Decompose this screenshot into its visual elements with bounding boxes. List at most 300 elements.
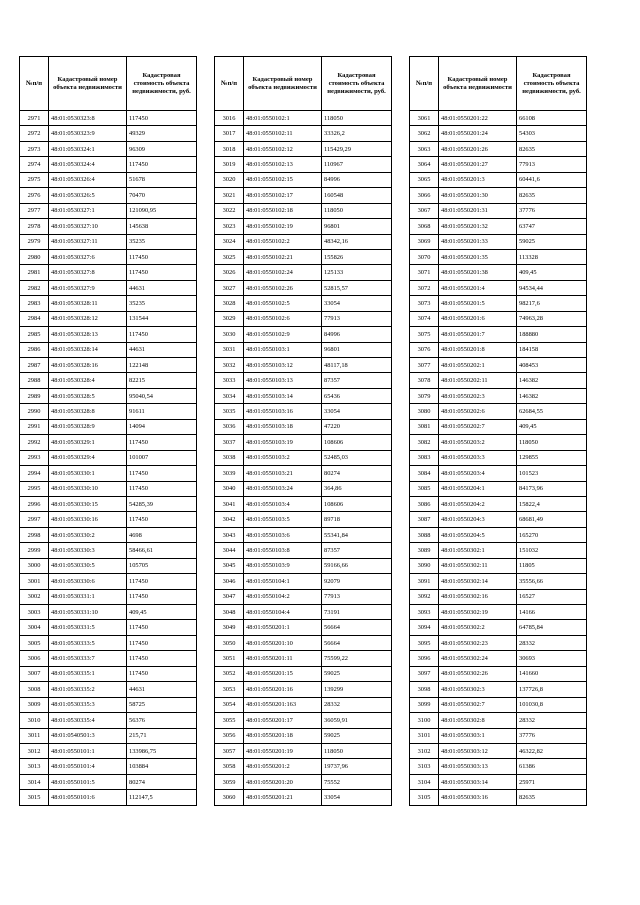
cadastral-number: 48:01:0550202:7 (439, 419, 517, 434)
cadastral-value: 54303 (517, 126, 587, 141)
cadastral-number: 48:01:0550102:5 (244, 296, 322, 311)
row-number: 3041 (215, 496, 244, 511)
table-row (410, 203, 587, 218)
cadastral-number: 48:01:0550103:19 (244, 435, 322, 450)
table-row (410, 651, 587, 666)
table-row (20, 296, 197, 311)
table-row (215, 558, 392, 573)
cadastral-number: 48:01:0550303:13 (439, 759, 517, 774)
row-number: 2976 (20, 188, 49, 203)
cadastral-value: 59025 (322, 666, 392, 681)
cadastral-number: 48:01:0530324:4 (49, 157, 127, 172)
cadastral-number: 48:01:0550102:26 (244, 280, 322, 295)
cadastral-value: 44631 (127, 342, 197, 357)
cadastral-value: 61386 (517, 759, 587, 774)
cadastral-number: 48:01:0530330:10 (49, 481, 127, 496)
row-number: 3055 (215, 713, 244, 728)
cadastral-value: 54285,39 (127, 496, 197, 511)
cadastral-number: 48:01:0550101:1 (49, 743, 127, 758)
row-number: 3092 (410, 589, 439, 604)
table-row (215, 358, 392, 373)
cadastral-value: 118050 (322, 203, 392, 218)
cadastral-number: 48:01:0550103:2 (244, 450, 322, 465)
row-number: 3094 (410, 620, 439, 635)
cadastral-number: 48:01:0550103:14 (244, 388, 322, 403)
cadastral-value: 82635 (517, 790, 587, 805)
cadastral-value: 77913 (517, 157, 587, 172)
cadastral-number: 48:01:0550102:15 (244, 172, 322, 187)
table-row (215, 743, 392, 758)
table-row (20, 728, 197, 743)
table-row (20, 496, 197, 511)
cadastral-number: 48:01:0550202:1 (439, 358, 517, 373)
cadastral-number: 48:01:0530333:5 (49, 635, 127, 650)
row-number: 3006 (20, 651, 49, 666)
table-row (215, 172, 392, 187)
cadastral-number: 48:01:0530328:11 (49, 296, 127, 311)
table-row (20, 713, 197, 728)
cadastral-number: 48:01:0530330:16 (49, 512, 127, 527)
cadastral-value: 101007 (127, 450, 197, 465)
table-row (410, 558, 587, 573)
row-number: 3090 (410, 558, 439, 573)
row-number: 3103 (410, 759, 439, 774)
table-row (410, 605, 587, 620)
row-number: 3000 (20, 558, 49, 573)
table-row (20, 589, 197, 604)
row-number: 3073 (410, 296, 439, 311)
cadastral-number: 48:01:0550302:7 (439, 697, 517, 712)
cadastral-number: 48:01:0550201:4 (439, 280, 517, 295)
cadastral-number: 48:01:0550201:1 (244, 620, 322, 635)
table-row (215, 327, 392, 342)
cadastral-number: 48:01:0530331:1 (49, 589, 127, 604)
cadastral-value: 64785,84 (517, 620, 587, 635)
cadastral-number: 48:01:0550201:31 (439, 203, 517, 218)
row-number: 3029 (215, 311, 244, 326)
cadastral-number: 48:01:0550103:4 (244, 496, 322, 511)
cadastral-value: 117450 (127, 620, 197, 635)
table-row (20, 203, 197, 218)
cadastral-number: 48:01:0550102:13 (244, 157, 322, 172)
cadastral-value: 110967 (322, 157, 392, 172)
cadastral-value: 137726,8 (517, 682, 587, 697)
cadastral-value: 35235 (127, 234, 197, 249)
cadastral-number: 48:01:0550201:17 (244, 713, 322, 728)
register-table-1 (19, 56, 197, 806)
row-number: 2997 (20, 512, 49, 527)
cadastral-number: 48:01:0550203:4 (439, 466, 517, 481)
table-row (215, 188, 392, 203)
table-row (20, 651, 197, 666)
cadastral-number: 48:01:0550201:33 (439, 234, 517, 249)
row-number: 3031 (215, 342, 244, 357)
cadastral-number: 48:01:0550302:16 (439, 589, 517, 604)
cadastral-value: 94534,44 (517, 280, 587, 295)
row-number: 3079 (410, 388, 439, 403)
row-number: 3024 (215, 234, 244, 249)
cadastral-value: 89718 (322, 512, 392, 527)
row-number: 3028 (215, 296, 244, 311)
cadastral-number: 48:01:0550102:9 (244, 327, 322, 342)
table-row (20, 697, 197, 712)
cadastral-number: 48:01:0530330:5 (49, 558, 127, 573)
row-number: 3082 (410, 435, 439, 450)
row-number: 3011 (20, 728, 49, 743)
table-row (215, 126, 392, 141)
table-row (20, 666, 197, 681)
cadastral-value: 155826 (322, 249, 392, 264)
cadastral-value: 74963,28 (517, 311, 587, 326)
table-row (20, 404, 197, 419)
table-row (20, 157, 197, 172)
row-number: 3013 (20, 759, 49, 774)
cadastral-value: 59166,66 (322, 558, 392, 573)
row-number: 3102 (410, 743, 439, 758)
cadastral-value: 117450 (127, 111, 197, 126)
cadastral-number: 48:01:0550102:17 (244, 188, 322, 203)
num-header: №п/п (20, 57, 49, 111)
table-row (20, 311, 197, 326)
cadastral-number: 48:01:0550203:2 (439, 435, 517, 450)
cadastral-value: 65436 (322, 388, 392, 403)
cadastral-number: 48:01:0550201:8 (439, 342, 517, 357)
table-row (20, 790, 197, 805)
cadastral-number: 48:01:0550103:24 (244, 481, 322, 496)
cadastral-number: 48:01:0550302:1 (439, 543, 517, 558)
cadastral-value: 117450 (127, 327, 197, 342)
row-number: 3026 (215, 265, 244, 280)
cadastral-number: 48:01:0530323:8 (49, 111, 127, 126)
row-number: 3065 (410, 172, 439, 187)
table-row (410, 743, 587, 758)
cadastral-value: 49329 (127, 126, 197, 141)
cadastral-value: 129855 (517, 450, 587, 465)
table-row (215, 527, 392, 542)
cadastral-number: 48:01:0550303:16 (439, 790, 517, 805)
row-number: 3081 (410, 419, 439, 434)
cadastral-number: 48:01:0550201:11 (244, 651, 322, 666)
table-row (410, 404, 587, 419)
cadastral-value: 409,45 (127, 605, 197, 620)
table-row (215, 635, 392, 650)
cadastral-value: 77913 (322, 311, 392, 326)
cadastral-value: 108606 (322, 435, 392, 450)
table-row (20, 373, 197, 388)
cadastral-number: 48:01:0530330:6 (49, 574, 127, 589)
cadastral-value: 14094 (127, 419, 197, 434)
cadastral-number: 48:01:0550201:21 (244, 790, 322, 805)
row-number: 3074 (410, 311, 439, 326)
row-number: 2972 (20, 126, 49, 141)
cadastral-number: 48:01:0550101:6 (49, 790, 127, 805)
cadastral-number: 48:01:0550202:3 (439, 388, 517, 403)
table-row (410, 296, 587, 311)
cadastral-number: 48:01:0530331:5 (49, 620, 127, 635)
cadastral-value: 82635 (517, 141, 587, 156)
row-number: 3051 (215, 651, 244, 666)
cadastral-value: 184158 (517, 342, 587, 357)
cadastral-value: 75599,22 (322, 651, 392, 666)
cadastral-value: 118050 (322, 111, 392, 126)
table-row (215, 373, 392, 388)
cadastral-value: 101523 (517, 466, 587, 481)
row-number: 3034 (215, 388, 244, 403)
row-number: 2983 (20, 296, 49, 311)
cadastral-number: 48:01:0550201:5 (439, 296, 517, 311)
row-number: 3003 (20, 605, 49, 620)
row-number: 2971 (20, 111, 49, 126)
cadastral-value: 151032 (517, 543, 587, 558)
table-row (410, 358, 587, 373)
cadastral-value: 139299 (322, 682, 392, 697)
row-number: 3105 (410, 790, 439, 805)
row-number: 3039 (215, 466, 244, 481)
cadastral-number: 48:01:0530327:9 (49, 280, 127, 295)
table-row (215, 574, 392, 589)
cadastral-value: 82215 (127, 373, 197, 388)
table-row (215, 280, 392, 295)
cadastral-value: 87357 (322, 543, 392, 558)
cadastral-number: 48:01:0550103:9 (244, 558, 322, 573)
cadastral-value: 19737,96 (322, 759, 392, 774)
cadastral-number: 48:01:0550203:3 (439, 450, 517, 465)
cadastral-value: 113328 (517, 249, 587, 264)
table-row (410, 311, 587, 326)
cadastral-value: 44631 (127, 682, 197, 697)
row-number: 3093 (410, 605, 439, 620)
cadastral-value: 133986,75 (127, 743, 197, 758)
cadastral-number: 48:01:0530328:9 (49, 419, 127, 434)
row-number: 3043 (215, 527, 244, 542)
row-number: 2989 (20, 388, 49, 403)
cadastral-value: 118050 (517, 435, 587, 450)
cadastral-value: 121090,95 (127, 203, 197, 218)
row-number: 3008 (20, 682, 49, 697)
table-row (20, 620, 197, 635)
cadastral-value: 101030,8 (517, 697, 587, 712)
cadastral-number: 48:01:0550201:15 (244, 666, 322, 681)
header-row (20, 57, 197, 111)
cadastral-value: 36059,91 (322, 713, 392, 728)
cadastral-value: 117450 (127, 265, 197, 280)
row-number: 3020 (215, 172, 244, 187)
cadastral-value-header: Кадастровая стоимость объекта недвижимости, руб. (322, 57, 392, 111)
cadastral-value: 160548 (322, 188, 392, 203)
cadastral-value: 28332 (517, 635, 587, 650)
cadastral-value: 47220 (322, 419, 392, 434)
table-row (410, 543, 587, 558)
cadastral-value: 62684,55 (517, 404, 587, 419)
table-row (20, 172, 197, 187)
row-number: 3047 (215, 589, 244, 604)
cadastral-value: 103884 (127, 759, 197, 774)
table-row (20, 574, 197, 589)
cadastral-number: 48:01:0550103:8 (244, 543, 322, 558)
table-row (410, 620, 587, 635)
cadastral-number: 48:01:0550104:4 (244, 605, 322, 620)
cadastral-number: 48:01:0550201:2 (244, 759, 322, 774)
row-number: 3064 (410, 157, 439, 172)
table-row (215, 419, 392, 434)
table-row (410, 450, 587, 465)
cadastral-value: 56376 (127, 713, 197, 728)
cadastral-value: 75552 (322, 774, 392, 789)
cadastral-number: 48:01:0550201:19 (244, 743, 322, 758)
row-number: 3025 (215, 249, 244, 264)
row-number: 3044 (215, 543, 244, 558)
cadastral-number: 48:01:0530328:12 (49, 311, 127, 326)
cadastral-value: 87357 (322, 373, 392, 388)
cadastral-value: 11805 (517, 558, 587, 573)
cadastral-number: 48:01:0550303:1 (439, 728, 517, 743)
row-number: 3050 (215, 635, 244, 650)
row-number: 2986 (20, 342, 49, 357)
table-row (215, 543, 392, 558)
cadastral-number: 48:01:0550104:1 (244, 574, 322, 589)
row-number: 2998 (20, 527, 49, 542)
row-number: 3062 (410, 126, 439, 141)
row-number: 3052 (215, 666, 244, 681)
cadastral-number: 48:01:0550202:6 (439, 404, 517, 419)
row-number: 3021 (215, 188, 244, 203)
table-row (215, 203, 392, 218)
cadastral-value: 59025 (517, 234, 587, 249)
table-row (410, 327, 587, 342)
table-row (215, 435, 392, 450)
cadastral-number: 48:01:0530335:1 (49, 666, 127, 681)
table-row (20, 558, 197, 573)
cadastral-value: 28332 (517, 713, 587, 728)
cadastral-number: 48:01:0550204:3 (439, 512, 517, 527)
table-row (20, 327, 197, 342)
cadastral-number: 48:01:0550101:4 (49, 759, 127, 774)
cadastral-number: 48:01:0550102:6 (244, 311, 322, 326)
table-row (20, 126, 197, 141)
cadastral-number: 48:01:0550302:2 (439, 620, 517, 635)
table-row (20, 249, 197, 264)
cadastral-value: 364,86 (322, 481, 392, 496)
row-number: 3078 (410, 373, 439, 388)
cadastral-value: 117450 (127, 435, 197, 450)
cadastral-value: 117450 (127, 574, 197, 589)
cadastral-number: 48:01:0550303:14 (439, 774, 517, 789)
cadastral-value: 52485,03 (322, 450, 392, 465)
cadastral-number-header: Кадастровый номер объекта недвижимости (439, 57, 517, 111)
row-number: 3049 (215, 620, 244, 635)
row-number: 3042 (215, 512, 244, 527)
table-row (410, 280, 587, 295)
table-row (215, 249, 392, 264)
cadastral-number: 48:01:0550101:5 (49, 774, 127, 789)
table-row (410, 728, 587, 743)
cadastral-value: 63747 (517, 219, 587, 234)
cadastral-value: 117450 (127, 157, 197, 172)
cadastral-value: 56664 (322, 620, 392, 635)
cadastral-number: 48:01:0530335:2 (49, 682, 127, 697)
cadastral-value: 58725 (127, 697, 197, 712)
cadastral-number: 48:01:0530329:1 (49, 435, 127, 450)
row-number: 2991 (20, 419, 49, 434)
row-number: 2978 (20, 219, 49, 234)
cadastral-value: 44631 (127, 280, 197, 295)
cadastral-value-header: Кадастровая стоимость объекта недвижимости, руб. (517, 57, 587, 111)
cadastral-value: 33054 (322, 404, 392, 419)
cadastral-value: 165270 (517, 527, 587, 542)
row-number: 3045 (215, 558, 244, 573)
cadastral-number: 48:01:0550103:16 (244, 404, 322, 419)
table-row (20, 635, 197, 650)
row-number: 3037 (215, 435, 244, 450)
cadastral-value: 122148 (127, 358, 197, 373)
table-row (215, 111, 392, 126)
table-row (215, 666, 392, 681)
cadastral-number: 48:01:0530330:3 (49, 543, 127, 558)
cadastral-number: 48:01:0530328:4 (49, 373, 127, 388)
cadastral-value: 84996 (322, 327, 392, 342)
row-number: 3069 (410, 234, 439, 249)
cadastral-number: 48:01:0550302:14 (439, 574, 517, 589)
row-number: 3023 (215, 219, 244, 234)
cadastral-number: 48:01:0530323:9 (49, 126, 127, 141)
cadastral-value: 117450 (127, 481, 197, 496)
table-row (410, 342, 587, 357)
row-number: 3038 (215, 450, 244, 465)
table-row (215, 697, 392, 712)
table-row (410, 234, 587, 249)
cadastral-value: 96801 (322, 219, 392, 234)
cadastral-value: 409,45 (517, 265, 587, 280)
row-number: 3072 (410, 280, 439, 295)
table-row (215, 759, 392, 774)
cadastral-number: 48:01:0530328:8 (49, 404, 127, 419)
cadastral-value: 25971 (517, 774, 587, 789)
table-row (20, 543, 197, 558)
cadastral-value: 4698 (127, 527, 197, 542)
row-number: 3097 (410, 666, 439, 681)
cadastral-value: 117450 (127, 666, 197, 681)
table-row (410, 373, 587, 388)
row-number: 2988 (20, 373, 49, 388)
cadastral-value: 146382 (517, 388, 587, 403)
cadastral-number: 48:01:0550302:8 (439, 713, 517, 728)
cadastral-number: 48:01:0530327:10 (49, 219, 127, 234)
table-row (410, 666, 587, 681)
num-header: №п/п (215, 57, 244, 111)
table-row (410, 265, 587, 280)
table-row (410, 759, 587, 774)
row-number: 2992 (20, 435, 49, 450)
cadastral-value: 33054 (322, 790, 392, 805)
cadastral-value: 141660 (517, 666, 587, 681)
cadastral-number: 48:01:0550103:21 (244, 466, 322, 481)
cadastral-number: 48:01:0530327:6 (49, 249, 127, 264)
cadastral-value: 117450 (127, 512, 197, 527)
cadastral-value: 146382 (517, 373, 587, 388)
row-number: 3009 (20, 697, 49, 712)
cadastral-number: 48:01:0530327:1 (49, 203, 127, 218)
row-number: 3032 (215, 358, 244, 373)
row-number: 3066 (410, 188, 439, 203)
cadastral-value: 98217,6 (517, 296, 587, 311)
row-number: 3099 (410, 697, 439, 712)
table-row (20, 280, 197, 295)
row-number: 3057 (215, 743, 244, 758)
table-row (215, 141, 392, 156)
cadastral-value: 59025 (322, 728, 392, 743)
row-number: 2996 (20, 496, 49, 511)
cadastral-number: 48:01:0530328:5 (49, 388, 127, 403)
